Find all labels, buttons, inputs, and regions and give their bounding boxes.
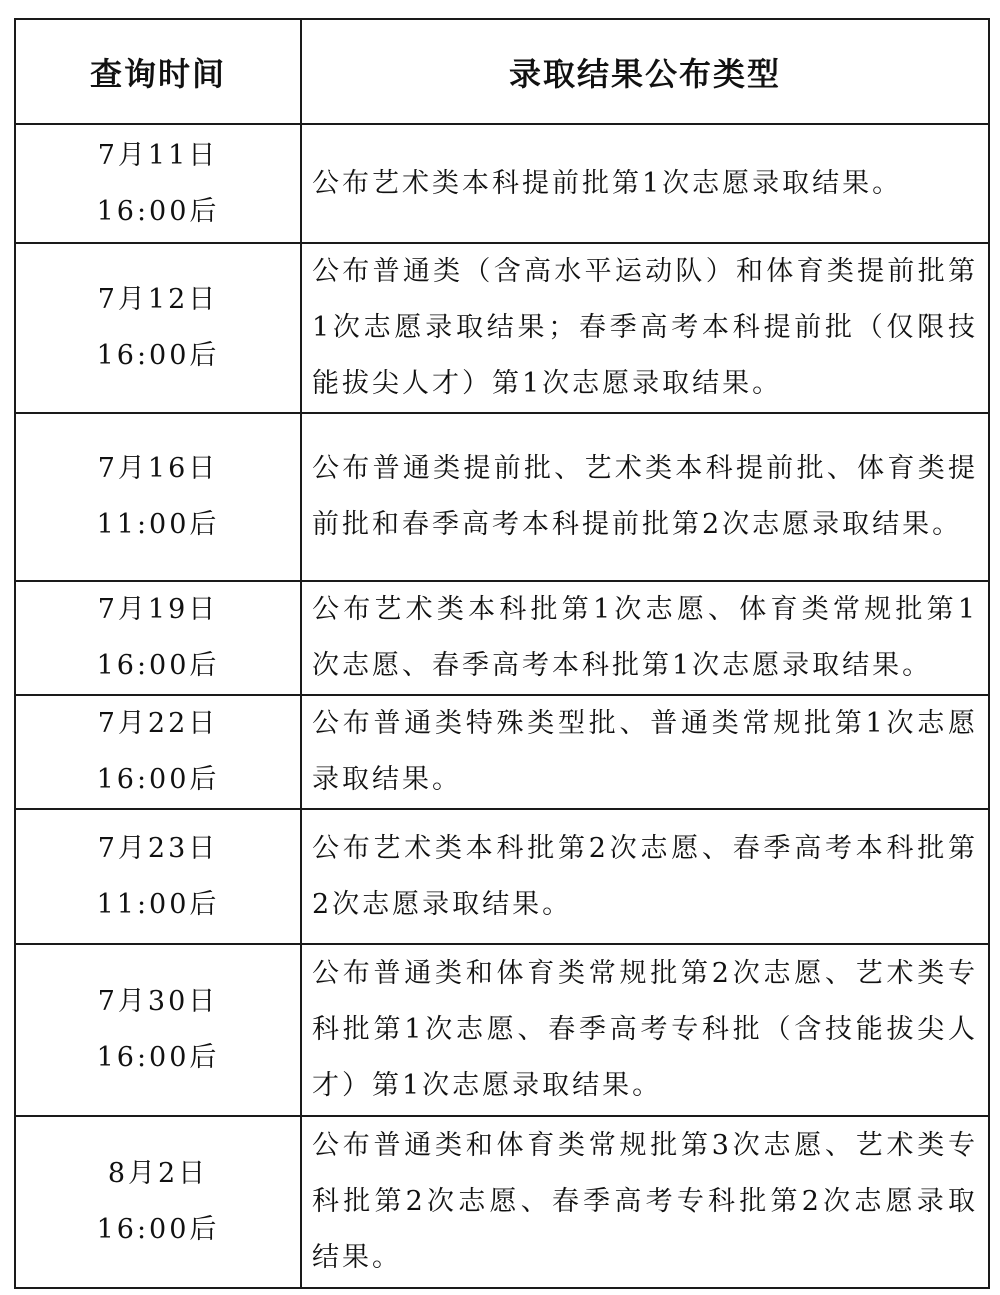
result-type-cell: 公布普通类提前批、艺术类本科提前批、体育类提前批和春季高考本科提前批第2次志愿录取结果。	[301, 413, 989, 581]
table-row	[15, 243, 989, 413]
table-header-row	[15, 19, 989, 124]
result-type-cell: 公布艺术类本科批第2次志愿、春季高考本科批第2次志愿录取结果。	[301, 809, 989, 944]
query-time-cell	[15, 1116, 301, 1288]
query-hour: 16:00后	[96, 340, 220, 371]
table-row	[15, 695, 989, 809]
query-hour: 11:00后	[96, 888, 220, 920]
result-type-cell: 公布普通类（含高水平运动队）和体育类提前批第1次志愿录取结果；春季高考本科提前批（仅限技能拔尖人才）第1次志愿录取结果。	[301, 243, 989, 413]
query-time-cell	[15, 124, 301, 243]
query-time-cell	[15, 695, 301, 809]
query-time-cell	[15, 243, 301, 413]
table-row	[15, 809, 989, 944]
query-time-cell	[15, 581, 301, 695]
query-date: 7月16日	[97, 453, 219, 484]
result-type-cell: 公布普通类和体育类常规批第3次志愿、艺术类专科批第2次志愿、春季高考专科批第2次志愿录取结果。	[301, 1116, 989, 1288]
query-date: 7月12日	[97, 284, 219, 315]
header-result-type: 录取结果公布类型	[301, 19, 989, 124]
table-row	[15, 124, 989, 243]
query-hour: 16:00后	[96, 195, 220, 227]
query-hour: 16:00后	[96, 764, 220, 795]
result-type-cell: 公布普通类特殊类型批、普通类常规批第1次志愿录取结果。	[301, 695, 989, 809]
table-row	[15, 1116, 989, 1288]
query-time-cell	[15, 944, 301, 1116]
query-date: 7月11日	[97, 139, 219, 171]
query-hour: 16:00后	[96, 1042, 220, 1073]
query-hour: 16:00后	[96, 1214, 220, 1245]
header-query-time: 查询时间	[15, 19, 301, 124]
query-date: 7月19日	[97, 594, 219, 625]
result-type-cell: 公布艺术类本科批第1次志愿、体育类常规批第1次志愿、春季高考本科批第1次志愿录取结果。	[301, 581, 989, 695]
table-row	[15, 581, 989, 695]
result-type-cell: 公布艺术类本科提前批第1次志愿录取结果。	[301, 124, 989, 243]
result-type-cell: 公布普通类和体育类常规批第2次志愿、艺术类专科批第1次志愿、春季高考专科批（含技能拔尖人才）第1次志愿录取结果。	[301, 944, 989, 1116]
table-row	[15, 944, 989, 1116]
query-date: 7月23日	[97, 832, 219, 864]
query-hour: 16:00后	[96, 650, 220, 681]
query-date: 8月2日	[107, 1158, 209, 1189]
query-date: 7月22日	[97, 708, 219, 739]
query-date: 7月30日	[97, 986, 219, 1017]
table-row	[15, 413, 989, 581]
query-time-cell	[15, 413, 301, 581]
query-time-cell	[15, 809, 301, 944]
results-schedule-table	[14, 18, 990, 1289]
query-hour: 11:00后	[96, 509, 220, 540]
